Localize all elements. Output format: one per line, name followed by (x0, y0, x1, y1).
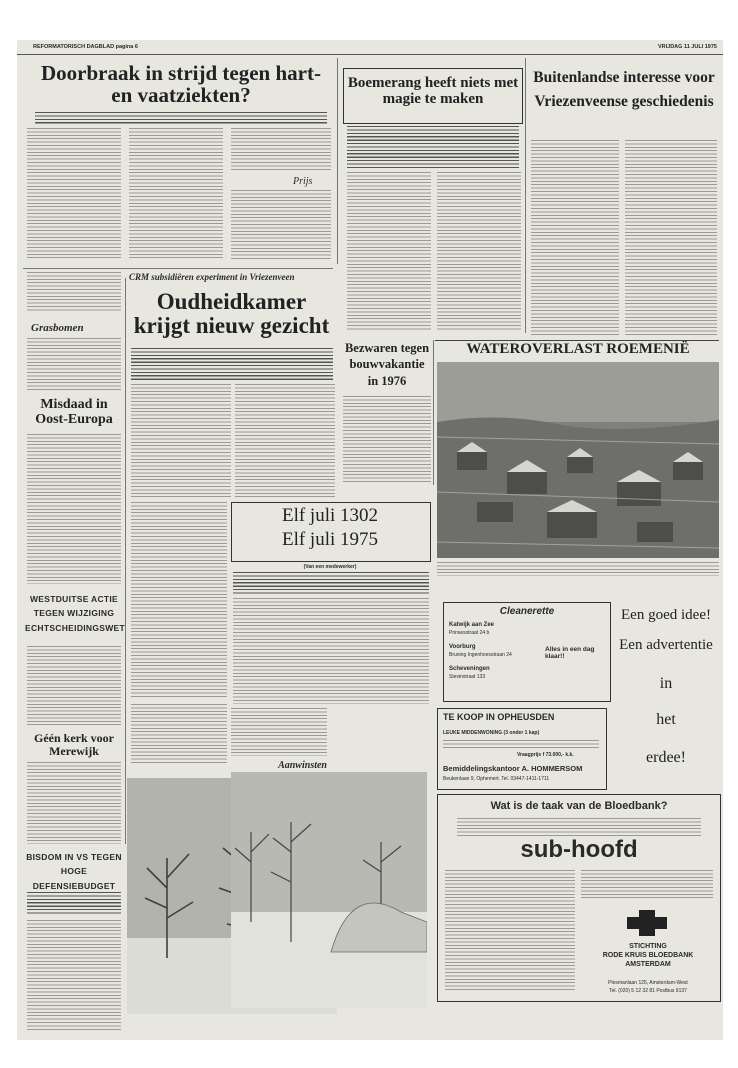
bloedbank-body (445, 870, 575, 992)
headline-wateroverlast: WATEROVERLAST ROEMENIË (466, 341, 690, 357)
headline-buitenlandse: Buitenlandse interesse voor Vriezenveense geschiedenis (533, 69, 715, 111)
kicker-crm: CRM subsidiëren experiment in Vriezenveen (129, 272, 295, 282)
body-text (343, 396, 431, 484)
bloedbank-intro (457, 818, 701, 836)
ad-goed-idee-line1: Een goed idee! (621, 607, 711, 623)
te-koop-subtitle: LEUKE MIDDENWONING (3 onder 1 kap) (443, 730, 540, 736)
lead-text (233, 572, 429, 594)
body-text (531, 140, 619, 336)
bloedbank-phone: Tel. (020) 5 12 32 81 Postbus 9137 (609, 988, 687, 994)
te-koop-agent: Bemiddelingskantoor A. HOMMERSOM (443, 764, 583, 773)
lead-text (27, 892, 121, 916)
body-text (625, 140, 717, 336)
body-text (233, 598, 429, 704)
headline-aanwinsten: Aanwinsten (278, 760, 327, 771)
headline-bisdom: BISDOM IN VS TEGEN HOGE DEFENSIEBUDGET (26, 852, 122, 891)
lead-text (131, 348, 333, 380)
headline-bezwaren: Bezwaren tegen bouwvakantie in 1976 (344, 341, 430, 388)
bloedbank-body (581, 870, 713, 900)
byline-medewerker: (Van een medewerker) (303, 564, 357, 570)
te-koop-text (443, 740, 599, 750)
bloedbank-org (583, 942, 713, 969)
headline-geen-kerk: Géén kerk voor Merewijk (34, 731, 114, 758)
headline-westduitse: WESTDUITSE ACTIE TEGEN WIJZIGING ECHTSCHEIDINGSWET (25, 594, 126, 633)
body-text (129, 128, 223, 260)
body-text (27, 920, 121, 1030)
bloedbank-org1: STICHTING (629, 943, 667, 950)
column-rule (337, 58, 338, 264)
te-koop-address: Beukenlaan 9, Ophemert. Tel. 03447-1411-1711 (443, 776, 550, 782)
cleanerette-addr3: Stevinstraat 133 (449, 674, 486, 680)
bloedbank-org3: AMSTERDAM (625, 961, 671, 969)
body-text (235, 384, 335, 498)
cleanerette-slogan: Alles in een dag klaar!! (545, 646, 595, 660)
bloedbank-big: sub-hoofd (520, 836, 638, 863)
te-koop-title: TE KOOP IN OPHEUSDEN (443, 712, 555, 722)
body-text (437, 172, 521, 332)
byline-prijs: Prijs (293, 176, 313, 187)
ad-goed-idee-line3: in (659, 675, 673, 692)
ad-goed-idee-line5: erdee! (646, 749, 686, 766)
te-koop-price: Vraagprijs f 73.000,- k.k. (517, 752, 574, 758)
body-text (27, 272, 121, 312)
body-text (131, 384, 231, 498)
cleanerette-addr2: Bruning Ingenhoesstraan 24 (449, 652, 512, 658)
page-header (17, 40, 723, 55)
headline-misdaad: Misdaad in Oost-Europa (35, 397, 113, 427)
bloedbank-org2: RODE KRUIS BLOEDBANK (602, 952, 694, 960)
body-text (131, 704, 227, 764)
bloedbank-title: Wat is de taak van de Bloedbank? (490, 800, 668, 812)
ad-goed-idee-line4: het (656, 711, 676, 728)
cleanerette-brand: Cleanerette (499, 606, 555, 617)
flood-photo (437, 362, 719, 558)
newspaper-page (17, 40, 723, 1040)
body-text (231, 190, 331, 260)
photo-caption (437, 562, 719, 576)
column-rule (125, 278, 126, 844)
headline-elf-juli-1302: Elf juli 1302 (281, 505, 379, 526)
headline-doorbraak: Doorbraak in strijd tegen hart- en vaatziekten? (41, 61, 321, 108)
landscape-photo (231, 772, 427, 1008)
headline-elf-juli-1975: Elf juli 1975 (281, 529, 379, 550)
body-text (131, 502, 227, 698)
body-text (27, 128, 121, 260)
column-rule (433, 340, 434, 485)
red-cross-logo (617, 908, 677, 938)
lead-text (35, 112, 327, 124)
headline-grasbomen: Grasbomen (31, 322, 84, 334)
red-cross-icon (617, 908, 677, 938)
body-text (27, 338, 121, 392)
body-text (347, 172, 431, 332)
bloedbank-address: Plesmanlaan 125, Amsterdam-West (608, 980, 688, 986)
headline-boemerang: Boemerang heeft niets met magie te maken (347, 75, 519, 107)
body-text (231, 708, 327, 756)
header-left: REFORMATORISCH DAGBLAD pagina 6 (33, 44, 138, 50)
cleanerette-addr1: Prinsesstraat 24 b (449, 630, 490, 636)
lead-text (347, 126, 519, 168)
section-rule (23, 268, 333, 269)
body-text (27, 762, 121, 844)
landscape-photo-drawing (231, 772, 427, 1008)
column-rule (525, 58, 526, 333)
body-text (27, 646, 121, 726)
cleanerette-loc3: Scheveningen (449, 666, 490, 672)
flood-photo-drawing (437, 362, 719, 558)
body-text (231, 128, 331, 172)
cleanerette-loc1: Katwijk aan Zee (449, 622, 495, 628)
headline-oudheidkamer: Oudheidkamer krijgt nieuw gezicht (133, 289, 330, 339)
ad-goed-idee-line2: Een advertentie (619, 637, 713, 653)
header-right: VRIJDAG 11 JULI 1975 (657, 44, 717, 50)
cleanerette-loc2: Voorburg (449, 644, 476, 650)
body-text (27, 434, 121, 584)
